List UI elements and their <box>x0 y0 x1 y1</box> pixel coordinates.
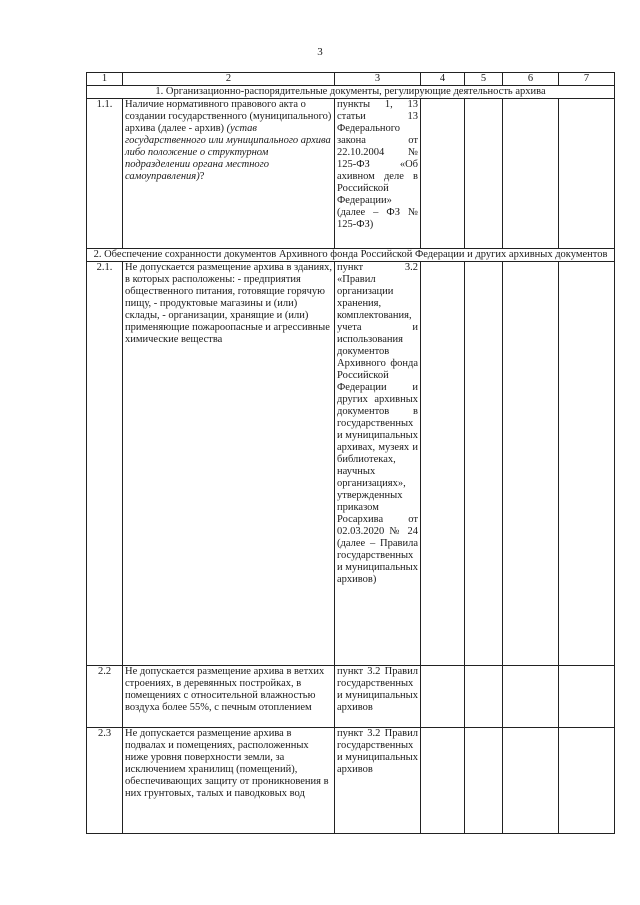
column-header-4: 4 <box>421 73 465 86</box>
empty-cell <box>559 262 615 666</box>
requirement-text: Не допускается размещение архива в подвалах и помещениях, расположенных ниже уровня поверхности земли, за исключением хранилищ (помещений), обеспечивающих защиту от проникновения в них грунтовых, талых и паводковых вод <box>123 728 335 834</box>
legal-reference: пункт 3.2 Правил государственных и муниципальных архивов <box>335 728 421 834</box>
requirement-text: Не допускается размещение архива в зданиях, в которых расположены: - предприятия общественного питания, готовящие горячую пищу, - продуктовые магазины и (или) склады, - организации, хранящие и (или) применяющие пожароопасные и агрессивные химические вещества <box>123 262 335 666</box>
section-heading-row <box>87 249 615 262</box>
empty-cell <box>421 666 465 728</box>
section-2-title: 2. Обеспечение сохранности документов Архивного фонда Российской Федерации и других архивных документов <box>87 249 615 262</box>
requirement-end-mark: ? <box>199 171 205 182</box>
table-row <box>87 728 615 834</box>
column-number-row <box>87 73 615 86</box>
empty-cell <box>465 99 503 249</box>
empty-cell <box>503 99 559 249</box>
empty-cell <box>421 99 465 249</box>
checklist-table <box>86 72 615 834</box>
column-header-2: 2 <box>123 73 335 86</box>
table-row <box>87 666 615 728</box>
requirement-text: Не допускается размещение архива в ветхих строениях, в деревянных постройках, в помещениях с относительной влажностью воздуха более 55%, с печным отоплением <box>123 666 335 728</box>
section-heading-row <box>87 86 615 99</box>
empty-cell <box>421 262 465 666</box>
column-header-7: 7 <box>559 73 615 86</box>
column-header-1: 1 <box>87 73 123 86</box>
table-row <box>87 262 615 666</box>
empty-cell <box>465 728 503 834</box>
empty-cell <box>559 666 615 728</box>
legal-reference: пункт 3.2 «Правил организации хранения, комплектования, учета и использования документов Архивного фонда Российской Федерации и других архивных документов в государственных и муниципальных архивах, музеях и библиотеках, научных организациях», утвержденных приказом Росархива от 02.03.2020 № 24 (далее – Правила государственных и муниципальных архивов) <box>335 262 421 666</box>
requirement-italic-text: (устав государственного или муниципального архива либо положение о структурном подразделении органа местного самоуправления) <box>125 123 331 182</box>
row-number: 2.1. <box>87 262 123 666</box>
section-1-title: 1. Организационно-распорядительные документы, регулирующие деятельность архива <box>87 86 615 99</box>
row-number: 2.2 <box>87 666 123 728</box>
legal-reference: пункт 3.2 Правил государственных и муниципальных архивов <box>335 666 421 728</box>
requirement-text <box>123 99 335 249</box>
requirement-main-text: Наличие нормативного правового акта о создании государственного (муниципального) архива (далее - архив) <box>125 99 332 134</box>
column-header-3: 3 <box>335 73 421 86</box>
column-header-5: 5 <box>465 73 503 86</box>
empty-cell <box>421 728 465 834</box>
empty-cell <box>559 99 615 249</box>
empty-cell <box>503 728 559 834</box>
column-header-6: 6 <box>503 73 559 86</box>
empty-cell <box>559 728 615 834</box>
row-number: 1.1. <box>87 99 123 249</box>
empty-cell <box>503 262 559 666</box>
empty-cell <box>465 262 503 666</box>
legal-reference: пункты 1, 13 статьи 13 Федерального закона от 22.10.2004 № 125-ФЗ «Об ахивном деле в Российской Федерации» (далее – ФЗ № 125-ФЗ) <box>335 99 421 249</box>
empty-cell <box>503 666 559 728</box>
table-row <box>87 99 615 249</box>
empty-cell <box>465 666 503 728</box>
row-number: 2.3 <box>87 728 123 834</box>
page-number: 3 <box>317 46 323 58</box>
